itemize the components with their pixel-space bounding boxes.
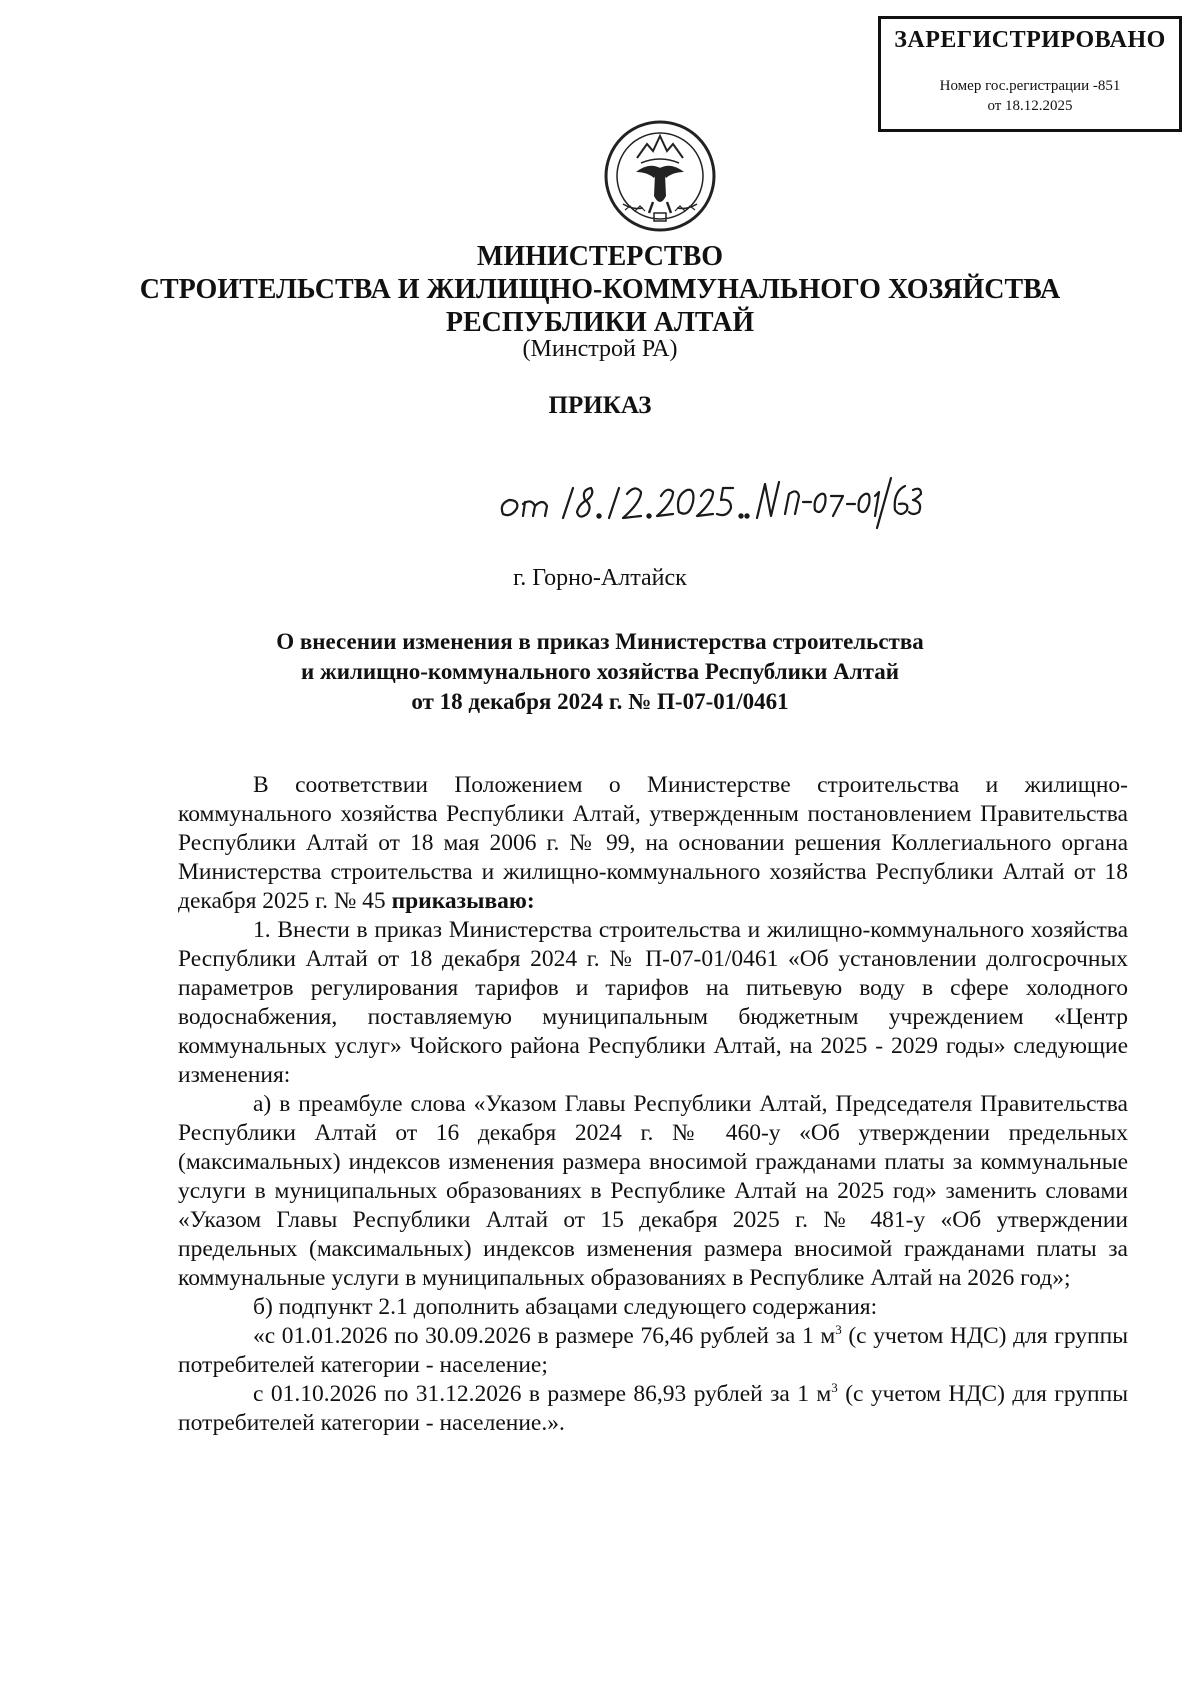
city: г. Горно-Алтайск <box>513 565 687 591</box>
document-type: ПРИКАЗ <box>548 392 652 419</box>
document-subject <box>0 627 1200 717</box>
ministry-line-1: МИНИСТЕРСТВО <box>476 241 724 272</box>
item-1-paragraph: 1. Внести в приказ Министерства строительства и жилищно-коммунального хозяйства Республики Алтай от 18 декабря 2024 г. № П-07-01/0461 «Об установлении долгосрочных параметров регулирования тарифов и тарифов на питьевую воду в сфере холодного водоснабжения, поставляемую муниципальным бюджетным учреждением «Центр коммунальных услуг» Чойского района Республики Алтай, на 2025 - 2029 годы» следующие изменения: <box>178 917 1128 1088</box>
subject-line-3: от 18 декабря 2024 г. № П-07-01/0461 <box>411 689 789 714</box>
tariff-1-superscript: 3 <box>835 1322 842 1337</box>
item-b-paragraph: б) подпункт 2.1 дополнить абзацами следующего содержания: <box>253 1294 878 1320</box>
tariff-2-text-end: (с учетом НДС) для группы потребителей категории - население.». <box>178 1381 1128 1436</box>
registration-title: ЗАРЕГИСТРИРОВАНО <box>894 27 1166 53</box>
ministry-abbreviation: (Минстрой РА) <box>522 336 678 362</box>
subject-line-1: О внесении изменения в приказ Министерства строительства <box>276 629 924 654</box>
tariff-2-text: с 01.10.2026 по 31.12.2026 в размере 86,93 рублей за 1 м <box>253 1381 832 1407</box>
ministry-line-2: СТРОИТЕЛЬСТВА И ЖИЛИЩНО-КОММУНАЛЬНОГО ХОЗЯЙСТВА <box>139 274 1061 305</box>
tariff-1-text: «с 01.01.2026 по 30.09.2026 в размере 76,46 рублей за 1 м <box>253 1323 836 1349</box>
registration-stamp <box>878 16 1182 132</box>
subject-line-2: и жилищно-коммунального хозяйства Республики Алтай <box>301 659 899 684</box>
handwritten-date-number <box>495 472 925 532</box>
ministry-line-3: РЕСПУБЛИКИ АЛТАЙ <box>445 307 755 338</box>
tariff-1-paragraph <box>178 1322 1128 1380</box>
tariff-1-text-end: (с учетом НДС) для группы потребителей категории - население; <box>178 1323 1128 1378</box>
registration-date: от 18.12.2025 <box>987 98 1073 114</box>
preamble-text: В соответствии Положением о Министерстве строительства и жилищно-коммунального хозяйства Республики Алтай, утвержденным постановлением Правительства Республики Алтай от 18 мая 2006 г. № 99, на основании решения Коллегиального органа Министерства строительства и жилищно-коммунального хозяйства Республики Алтай от 18 декабря 2025 г. № 45 <box>178 772 1128 914</box>
preamble-paragraph <box>178 771 1128 916</box>
registration-number: Номер гос.регистрации -851 <box>939 78 1121 94</box>
order-word: приказываю: <box>391 888 535 914</box>
republic-altai-coat-of-arms-icon <box>603 118 717 236</box>
ministry-name <box>0 240 1200 339</box>
item-a-paragraph: а) в преамбуле слова «Указом Главы Республики Алтай, Председателя Правительства Республики Алтай от 16 декабря 2024 г. № 460-у «Об утверждении предельных (максимальных) индексов изменения размера вносимой гражданами платы за коммунальные услуги в муниципальных образованиях в Республике Алтай на 2025 год» заменить словами «Указом Главы Республики Алтай от 15 декабря 2025 г. № 481-у «Об утверждении предельных (максимальных) индексов изменения размера вносимой гражданами платы за коммунальные услуги в муниципальных образованиях в Республике Алтай на 2026 год»; <box>178 1091 1128 1291</box>
tariff-2-superscript: 3 <box>831 1380 838 1395</box>
tariff-2-paragraph <box>178 1380 1128 1438</box>
document-body <box>178 771 1128 1438</box>
